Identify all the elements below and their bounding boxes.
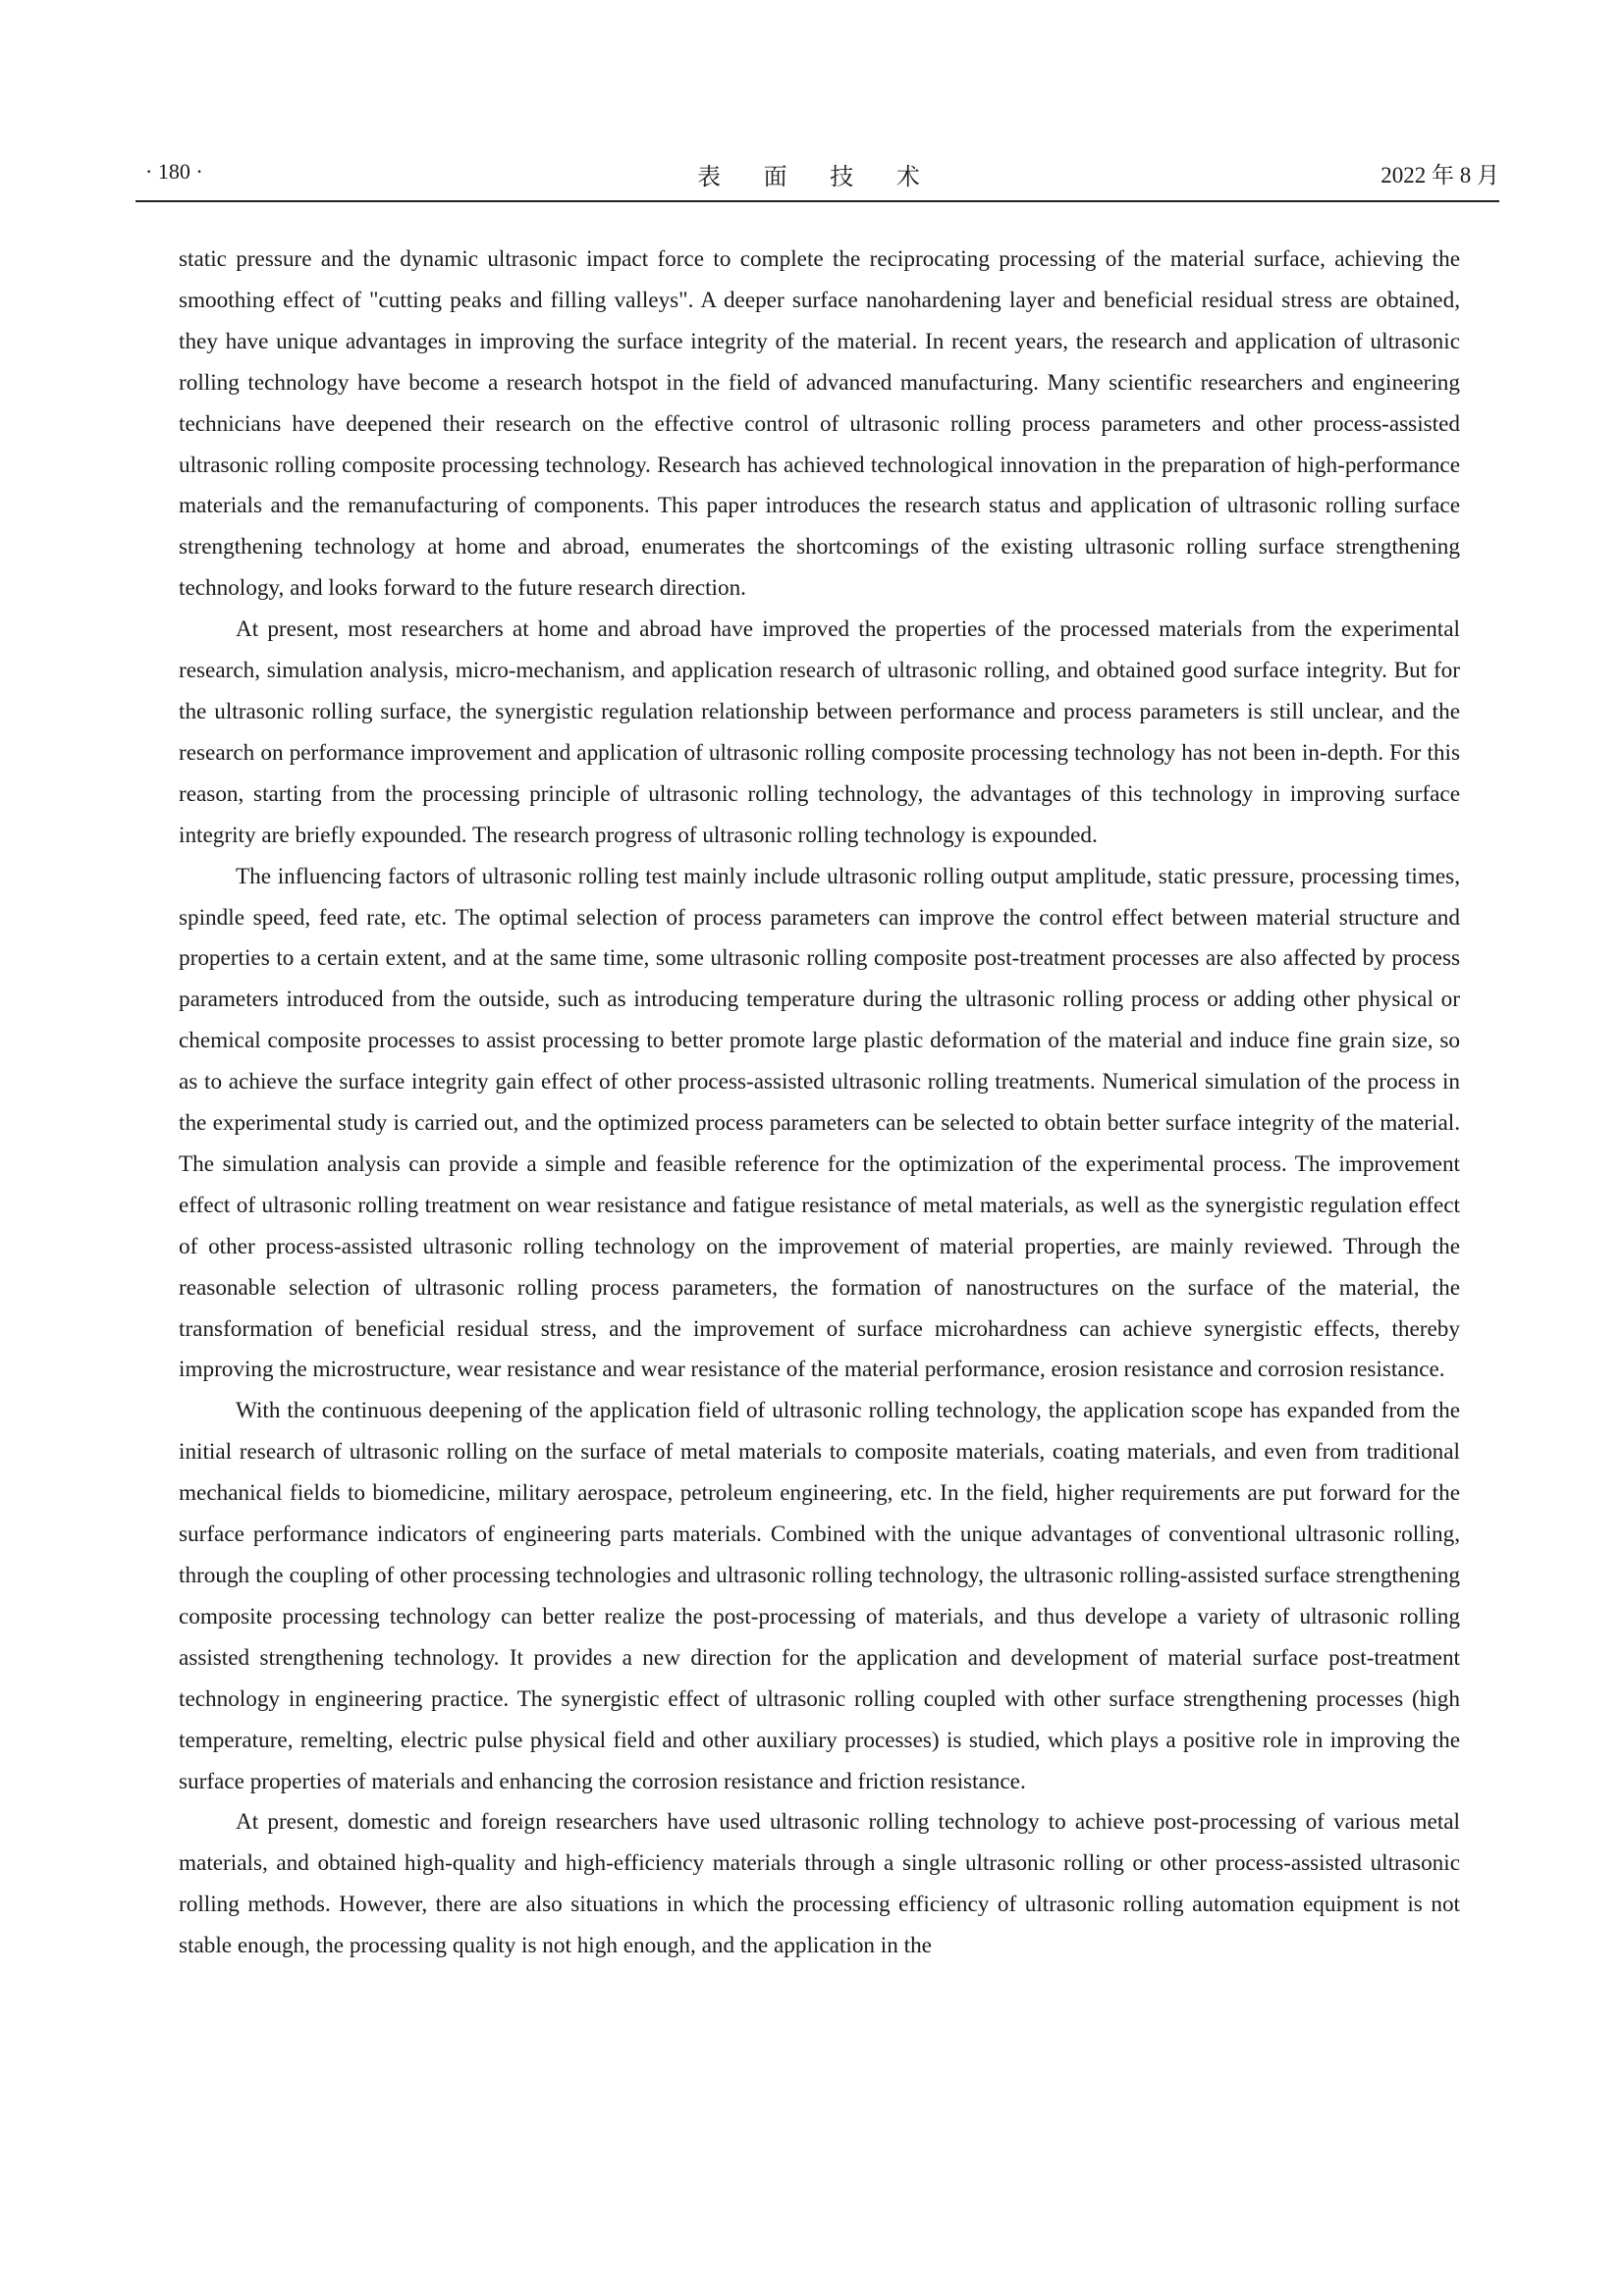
page-header (135, 155, 1499, 202)
paragraph: The influencing factors of ultrasonic rolling test mainly include ultrasonic rolling output amplitude, static pressure, processing times, spindle speed, feed rate, etc. The optimal selection of process parameters can improve the control effect between material structure and properties to a certain extent, and at the same time, some ultrasonic rolling composite post-treatment processes are also affected by process parameters introduced from the outside, such as introducing temperature during the ultrasonic rolling process or adding other physical or chemical composite processes to assist processing to better promote large plastic deformation of the material and induce fine grain size, so as to achieve the surface integrity gain effect of other process-assisted ultrasonic rolling treatments. Numerical simulation of the process in the experimental study is carried out, and the optimized process parameters can be selected to obtain better surface integrity of the material. The simulation analysis can provide a simple and feasible reference for the optimization of the experimental process. The improvement effect of ultrasonic rolling treatment on wear resistance and fatigue resistance of metal materials, as well as the synergistic regulation effect of other process-assisted ultrasonic rolling technology on the improvement of material properties, are mainly reviewed. Through the reasonable selection of ultrasonic rolling process parameters, the formation of nanostructures on the surface of the material, the transformation of beneficial residual stress, and the improvement of surface microhardness can achieve synergistic effects, thereby improving the microstructure, wear resistance and wear resistance of the material performance, erosion resistance and corrosion resistance. (179, 863, 1460, 1383)
paragraph: With the continuous deepening of the application field of ultrasonic rolling technology, the application scope has expanded from the initial research of ultrasonic rolling on the surface of metal materials to composite materials, coating materials, and even from traditional mechanical fields to biomedicine, military aerospace, petroleum engineering, etc. In the field, higher requirements are put forward for the surface performance indicators of engineering parts materials. Combined with the unique advantages of conventional ultrasonic rolling, through the coupling of other processing technologies and ultrasonic rolling technology, the ultrasonic rolling-assisted surface strengthening composite processing technology can better realize the post-processing of materials, and thus develope a variety of ultrasonic rolling assisted strengthening technology. It provides a new direction for the application and development of material surface post-treatment technology in engineering practice. The synergistic effect of ultrasonic rolling coupled with other surface strengthening processes (high temperature, remelting, electric pulse physical field and other auxiliary processes) is studied, which plays a positive role in improving the surface properties of materials and enhancing the corrosion resistance and friction resistance. (179, 1398, 1460, 1794)
paragraph: At present, most researchers at home and abroad have improved the properties of the processed materials from the experimental research, simulation analysis, micro-mechanism, and application research of ultrasonic rolling, and obtained good surface integrity. But for the ultrasonic rolling surface, the synergistic regulation relationship between performance and process parameters is still unclear, and the research on performance improvement and application of ultrasonic rolling composite processing technology has not been in-depth. For this reason, starting from the processing principle of ultrasonic rolling technology, the advantages of this technology in improving surface integrity are briefly expounded. The research progress of ultrasonic rolling technology is expounded. (179, 616, 1460, 848)
paragraph-continued: static pressure and the dynamic ultrasonic impact force to complete the reciprocating processing of the material surface, achieving the smoothing effect of "cutting peaks and filling valleys". A deeper surface nanohardening layer and beneficial residual stress are obtained, they have unique advantages in improving the surface integrity of the material. In recent years, the research and application of ultrasonic rolling technology have become a research hotspot in the field of advanced manufacturing. Many scientific researchers and engineering technicians have deepened their research on the effective control of ultrasonic rolling process parameters and other process-assisted ultrasonic rolling composite processing technology. Research has achieved technological innovation in the preparation of high-performance materials and the remanufacturing of components. This paper introduces the research status and application of ultrasonic rolling surface strengthening technology at home and abroad, enumerates the shortcomings of the existing ultrasonic rolling surface strengthening technology, and looks forward to the future research direction. (179, 246, 1460, 602)
page-number: · 180 · (145, 159, 203, 184)
paragraph: At present, domestic and foreign researchers have used ultrasonic rolling technology to achieve post-processing of various metal materials, and obtained high-quality and high-efficiency materials through a single ultrasonic rolling or other process-assisted ultrasonic rolling methods. However, there are also situations in which the processing efficiency of ultrasonic rolling automation equipment is not stable enough, the processing quality is not high enough, and the application in the (179, 1809, 1460, 1959)
article-body (179, 240, 1460, 1967)
journal-title: 表 面 技 术 (697, 163, 938, 190)
issue-date: 2022 年 8 月 (1380, 163, 1499, 187)
